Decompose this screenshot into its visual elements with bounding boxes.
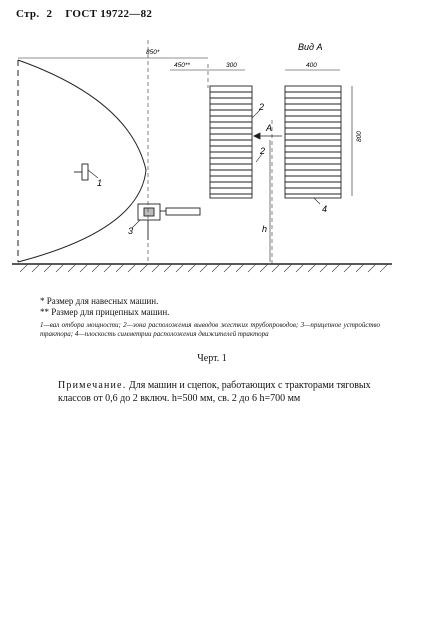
callout-4: 4 bbox=[322, 204, 328, 214]
callout-3: 3 bbox=[128, 226, 134, 236]
technical-drawing bbox=[0, 0, 424, 294]
wheel-outline bbox=[18, 60, 146, 262]
view-arrow bbox=[254, 133, 282, 139]
zone-block-right bbox=[285, 86, 341, 198]
dim-400: 400 bbox=[306, 62, 317, 69]
footnote-double-star: ** Размер для прицепных машин. bbox=[40, 307, 170, 317]
remark-paragraph bbox=[58, 379, 384, 405]
remark-lead: Примечание. bbox=[58, 380, 127, 391]
callout-A: A bbox=[266, 123, 273, 133]
dim-450: 450** bbox=[174, 62, 190, 69]
hitch-device bbox=[138, 204, 200, 240]
remark-text: Для машин и сцепок, работающих с тракторами тяговых классов от 0,6 до 2 включ. h=500 мм, св. 2 до 6 h=700 мм bbox=[58, 380, 371, 404]
view-title: Вид А bbox=[298, 42, 323, 52]
standard-code: ГОСТ 19722—82 bbox=[65, 8, 153, 20]
footnote-single-star: * Размер для навесных машин. bbox=[40, 296, 159, 306]
zone-block-left bbox=[210, 86, 252, 198]
ground-hatching bbox=[20, 264, 388, 272]
callout-2-bottom: 2 bbox=[260, 146, 266, 156]
callout-2-top: 2 bbox=[259, 102, 265, 112]
figure-legend: 1—вал отбора мощности; 2—зона расположения выводов жестких трубопроводов; 3—прицепное устройство трактора; 4—плоскость симметрии расположения движителей трактора bbox=[40, 321, 380, 338]
dim-850: 850* bbox=[146, 49, 160, 56]
dim-h: h bbox=[262, 224, 268, 234]
figure-caption: Черт. 1 bbox=[197, 353, 227, 364]
dim-300: 300 bbox=[226, 62, 237, 69]
callout-1: 1 bbox=[97, 178, 103, 188]
page-number: 2 bbox=[46, 8, 53, 20]
dim-800: 800 bbox=[356, 131, 363, 142]
pto-shaft bbox=[74, 164, 88, 180]
page-label: Стр. bbox=[16, 8, 40, 20]
